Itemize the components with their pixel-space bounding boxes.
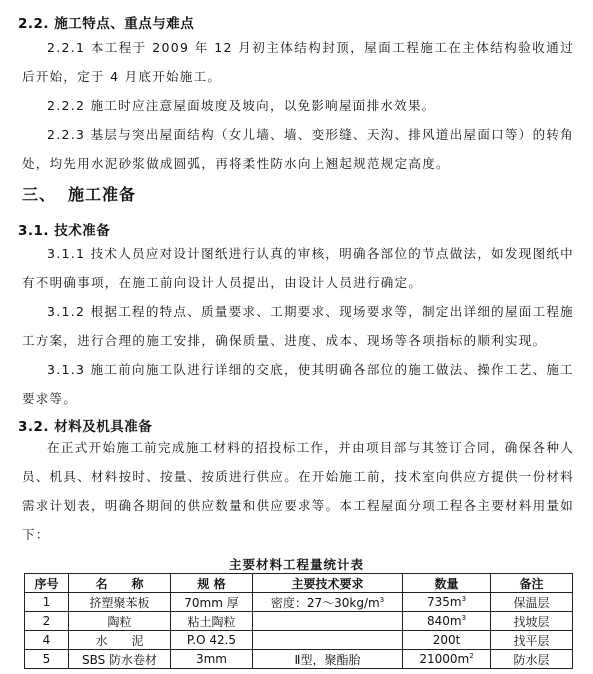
table-row	[25, 650, 573, 669]
cell-spec: 70mm 厚	[171, 593, 253, 612]
requirement-text: Ⅱ型，聚酯胎	[294, 652, 361, 667]
cell-quantity	[403, 631, 491, 650]
header-note: 备注	[491, 574, 573, 593]
quantity-superscript: 3	[461, 595, 467, 603]
table-row	[25, 612, 573, 631]
materials-table	[24, 573, 573, 669]
section-heading-2-2: 2.2. 施工特点、重点与难点	[18, 16, 195, 32]
chapter-title: 施工准备	[68, 185, 137, 204]
cell-no: 2	[25, 612, 69, 631]
header-requirement: 主要技术要求	[253, 574, 403, 593]
paragraph-3-1-3: 3.1.3 施工前向施工队进行详细的交底，使其明确各部位的施工做法、操作工艺、施工要求等。	[22, 362, 574, 406]
quantity-superscript: 3	[461, 614, 467, 622]
table-title: 主要材料工程量统计表	[228, 557, 364, 572]
quantity-text: 735m	[426, 595, 462, 609]
paragraph-3-1-1: 3.1.1 技术人员应对设计图纸进行认真的审核，明确各部位的节点做法，如发现图纸中有不明确事项，在施工前向设计人员提出，由设计人员进行确定。	[22, 246, 574, 290]
cell-name: 水 泥	[69, 631, 171, 650]
table-header-row	[25, 574, 573, 593]
quantity-text: 840m	[426, 614, 462, 628]
chapter-heading-3	[22, 182, 136, 205]
section-heading-3-1: 3.1. 技术准备	[18, 223, 111, 239]
chapter-number: 三、	[22, 185, 57, 204]
header-name: 名 称	[69, 574, 171, 593]
paragraph-2-2-2: 2.2.2 施工时应注意屋面坡度及坡向，以免影响屋面排水效果。	[47, 98, 436, 113]
header-spec: 规 格	[171, 574, 253, 593]
quantity-text: 21000m	[419, 652, 470, 666]
requirement-text: 密度：27～30kg/m	[270, 595, 380, 610]
cell-no: 1	[25, 593, 69, 612]
cell-note: 找平层	[491, 631, 573, 650]
paragraph-2-2-3: 2.2.3 基层与突出屋面结构（女儿墙、墙、变形缝、天沟、排风道出屋面口等）的转角处，均先用水泥砂浆做成圆弧，再将柔性防水向上翘起规范规定高度。	[22, 127, 574, 171]
cell-requirement	[253, 612, 403, 631]
quantity-superscript: 2	[469, 652, 474, 660]
table-row	[25, 593, 573, 612]
cell-note: 找坡层	[491, 612, 573, 631]
paragraph-3-1-2: 3.1.2 根据工程的特点、质量要求、工期要求、现场要求等，制定出详细的屋面工程施工方案，进行合理的施工安排，确保质量、进度、成本、现场等各项指标的顺利实现。	[22, 304, 574, 348]
cell-spec: 粘土陶粒	[171, 612, 253, 631]
cell-requirement	[253, 631, 403, 650]
cell-spec: P.O 42.5	[171, 631, 253, 650]
cell-note: 防水层	[491, 650, 573, 669]
cell-quantity	[403, 612, 491, 631]
cell-quantity	[403, 650, 491, 669]
section-heading-3-2: 3.2. 材料及机具准备	[18, 419, 153, 435]
paragraph-2-2-1: 2.2.1 本工程于 2009 年 12 月初主体结构封顶，屋面工程施工在主体结构验收通过后开始，定于 4 月底开始施工。	[22, 40, 574, 84]
requirement-superscript: 3	[379, 595, 385, 604]
table-row	[25, 631, 573, 650]
cell-name: 挤塑聚苯板	[69, 593, 171, 612]
header-quantity: 数量	[403, 574, 491, 593]
cell-no: 5	[25, 650, 69, 669]
cell-note: 保温层	[491, 593, 573, 612]
cell-name: 陶粒	[69, 612, 171, 631]
cell-requirement	[253, 593, 403, 612]
header-no: 序号	[25, 574, 69, 593]
cell-quantity	[403, 593, 491, 612]
cell-no: 4	[25, 631, 69, 650]
quantity-text: 200t	[432, 633, 461, 647]
cell-requirement	[253, 650, 403, 669]
cell-name: SBS 防水卷材	[69, 650, 171, 669]
paragraph-3-2-1: 在正式开始施工前完成施工材料的招投标工作，并由项目部与其签订合同，确保各种人员、机具、材料按时、按量、按质进行供应。在开始施工前，技术室向供应方提供一份材料需求计划表，明确各期间的供应数量和供应要求等。本工程屋面分项工程各主要材料用量如下：	[22, 440, 575, 542]
cell-spec: 3mm	[171, 650, 253, 669]
